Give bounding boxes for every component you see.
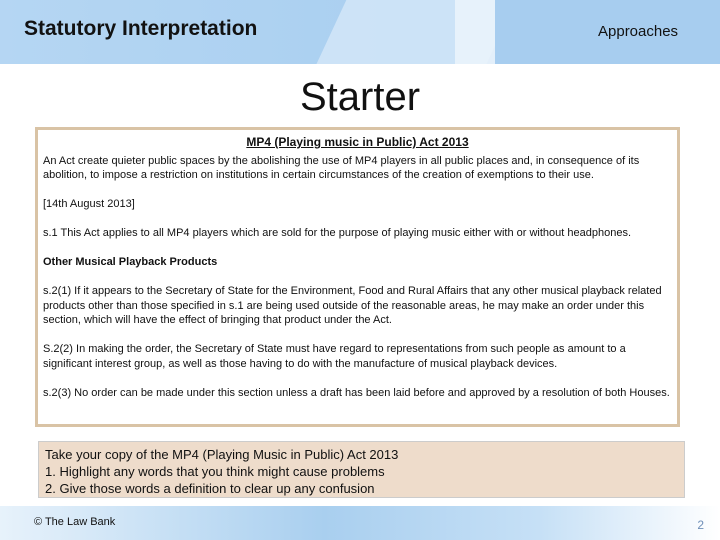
task-box <box>38 441 685 498</box>
act-text-box <box>35 127 680 427</box>
header-title: Statutory Interpretation <box>24 17 258 40</box>
act-section-2-3: s.2(3) No order can be made under this section unless a draft has been laid before and approved by a resolution of both Houses. <box>43 386 670 399</box>
header-section-label: Approaches <box>598 23 679 40</box>
act-section-2-2: S.2(2) In making the order, the Secretary of State must have regard to representations from such people as amount to a significant interest group, as well as those having to do with the manufacture of musical playback devices. <box>43 343 626 370</box>
slide-title: Starter <box>299 75 421 119</box>
task-instruction: Take your copy of the MP4 (Playing Music in Public) Act 2013 <box>45 447 399 462</box>
footer-banner <box>0 506 720 540</box>
act-section-2-1: s.2(1) If it appears to the Secretary of State for the Environment, Food and Rural Affairs that any other musical playback related products other than those specified in s.1 are being used outside of the reasonable areas, he may make an order under this section, which will have the effect of bringing that product under the Act. <box>43 285 662 326</box>
act-title: MP4 (Playing music in Public) Act 2013 <box>246 135 469 149</box>
header-banner <box>0 0 720 64</box>
act-preamble: An Act create quieter public spaces by the abolishing the use of MP4 players in all public places and, in consequence of its abolition, to impose a restriction on institutions in certain circumstances of the creation of exemptions to their use. <box>43 154 640 181</box>
act-part-heading: Other Musical Playback Products <box>43 256 218 268</box>
act-date: [14th August 2013] <box>43 198 135 210</box>
act-section-1: s.1 This Act applies to all MP4 players which are sold for the purpose of playing music either with or without headphones. <box>43 227 632 239</box>
page-number: 2 <box>697 518 704 532</box>
footer-copyright: © The Law Bank <box>34 516 116 528</box>
task-step-2: 2. Give those words a definition to clear up any confusion <box>45 481 375 496</box>
banner-decoration <box>455 0 495 64</box>
task-step-1: 1. Highlight any words that you think might cause problems <box>45 464 385 479</box>
